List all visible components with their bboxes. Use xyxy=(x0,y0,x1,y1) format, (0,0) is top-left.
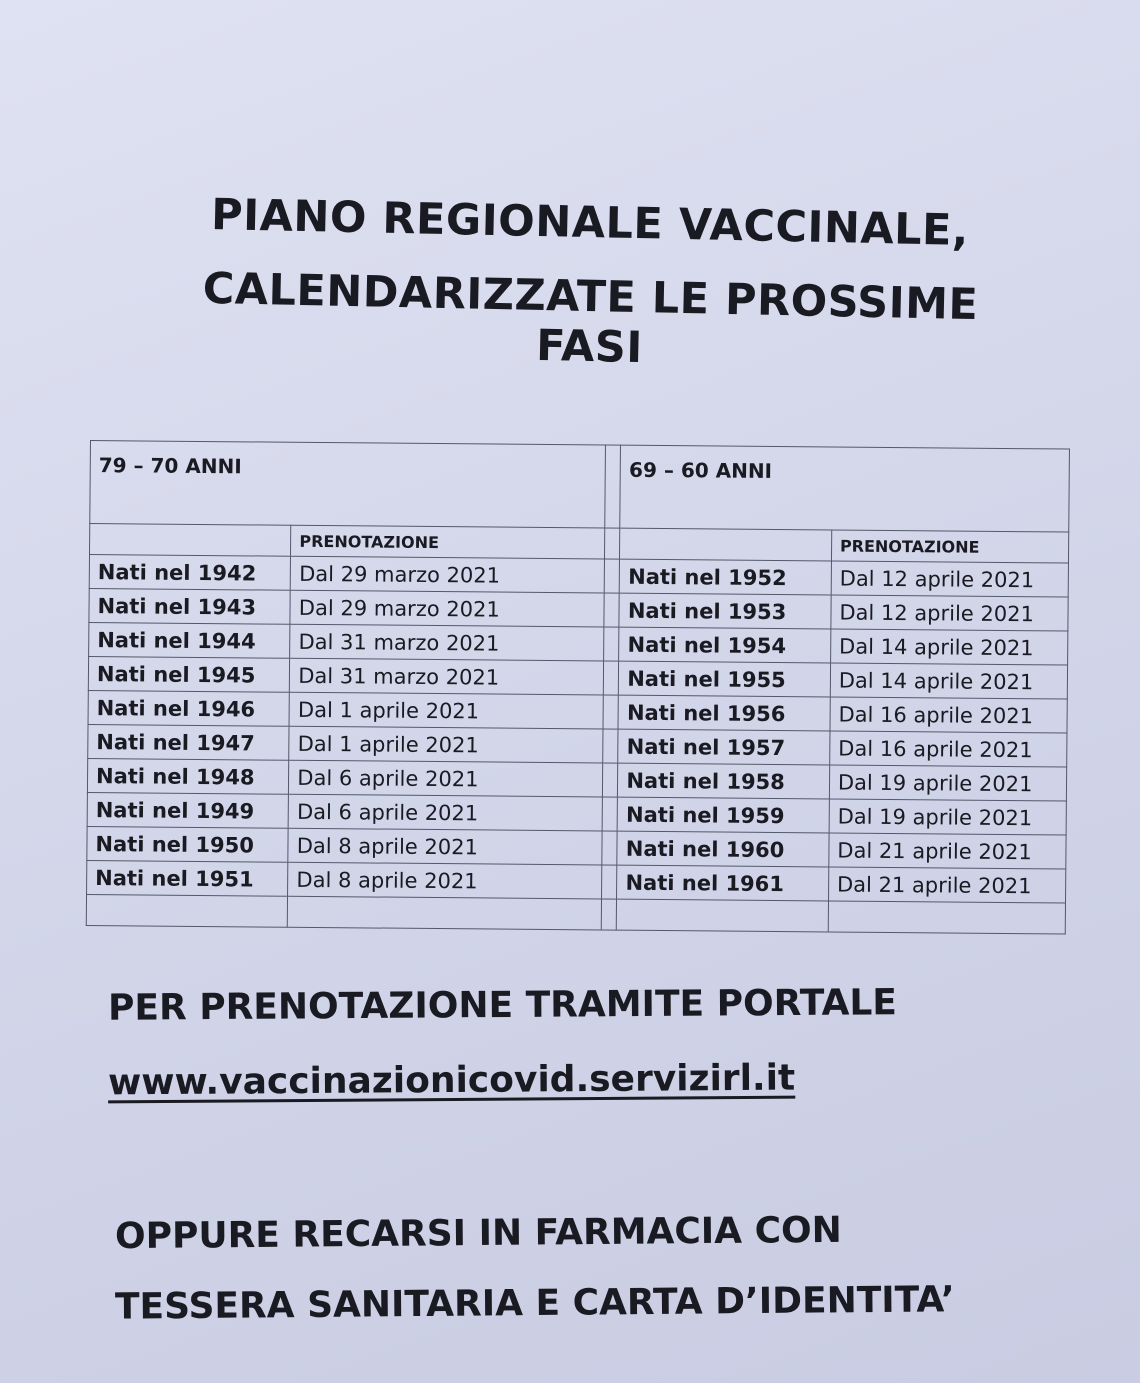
booking-date-cell: Dal 21 aprile 2021 xyxy=(829,833,1066,869)
birth-year-cell: Nati nel 1954 xyxy=(619,627,831,663)
birth-year-cell: Nati nel 1945 xyxy=(88,656,290,692)
column-gap xyxy=(602,865,618,899)
birth-year-cell: Nati nel 1944 xyxy=(89,622,291,658)
booking-date-cell: Dal 8 aprile 2021 xyxy=(288,828,602,865)
age-group-left: 79 – 70 ANNI xyxy=(90,441,606,528)
empty-cell xyxy=(828,901,1065,934)
birth-year-cell: Nati nel 1948 xyxy=(87,758,289,794)
birth-year-cell: Nati nel 1953 xyxy=(619,593,831,629)
birth-year-cell: Nati nel 1956 xyxy=(618,695,830,731)
booking-date-cell: Dal 1 aprile 2021 xyxy=(289,726,603,763)
birth-year-cell: Nati nel 1955 xyxy=(619,661,831,697)
booking-date-cell: Dal 16 aprile 2021 xyxy=(830,731,1067,767)
booking-date-cell: Dal 16 aprile 2021 xyxy=(830,697,1067,733)
birth-year-cell: Nati nel 1949 xyxy=(87,792,289,828)
column-gap xyxy=(602,831,618,865)
column-gap xyxy=(601,899,617,930)
booking-heading: PER PRENOTAZIONE TRAMITE PORTALE xyxy=(107,982,898,1029)
booking-date-cell: Dal 31 marzo 2021 xyxy=(290,658,604,695)
column-gap xyxy=(605,528,621,559)
pharmacy-instruction-line-2: TESSERA SANITARIA E CARTA D’IDENTITA’ xyxy=(114,1279,955,1328)
birth-year-cell: Nati nel 1943 xyxy=(89,588,291,624)
age-group-row xyxy=(90,441,1070,533)
birth-year-cell: Nati nel 1946 xyxy=(88,690,290,726)
booking-header-right: PRENOTAZIONE xyxy=(831,530,1068,563)
booking-date-cell: Dal 29 marzo 2021 xyxy=(291,556,605,593)
booking-date-cell: Dal 12 aprile 2021 xyxy=(831,595,1068,631)
booking-date-cell: Dal 14 aprile 2021 xyxy=(830,663,1067,699)
age-group-right: 69 – 60 ANNI xyxy=(620,445,1069,532)
column-gap xyxy=(603,661,619,695)
column-gap xyxy=(605,445,621,528)
booking-date-cell: Dal 19 aprile 2021 xyxy=(829,799,1066,835)
birth-year-cell: Nati nel 1951 xyxy=(87,860,289,896)
booking-date-cell: Dal 6 aprile 2021 xyxy=(288,794,602,831)
column-gap xyxy=(602,797,618,831)
birth-year-cell: Nati nel 1960 xyxy=(617,831,829,867)
booking-date-cell: Dal 14 aprile 2021 xyxy=(830,629,1067,665)
booking-date-cell: Dal 31 marzo 2021 xyxy=(290,624,604,661)
booking-date-cell: Dal 29 marzo 2021 xyxy=(290,590,604,627)
poster-title-line-1: PIANO REGIONALE VACCINALE, xyxy=(210,190,970,256)
pharmacy-instruction-line-1: OPPURE RECARSI IN FARMACIA CON xyxy=(114,1209,842,1258)
column-gap xyxy=(603,729,619,763)
vaccination-schedule-table xyxy=(86,440,1070,935)
birth-year-cell: Nati nel 1942 xyxy=(89,555,291,591)
column-gap xyxy=(602,763,618,797)
year-header-right xyxy=(620,528,832,561)
booking-portal-link[interactable]: www.vaccinazionicovid.servizirl.it xyxy=(107,1057,796,1104)
booking-date-cell: Dal 19 aprile 2021 xyxy=(829,765,1066,801)
column-gap xyxy=(604,593,620,627)
birth-year-cell: Nati nel 1952 xyxy=(620,559,832,595)
birth-year-cell: Nati nel 1961 xyxy=(617,865,829,901)
empty-cell xyxy=(86,894,288,927)
birth-year-cell: Nati nel 1950 xyxy=(87,826,289,862)
booking-date-cell: Dal 1 aprile 2021 xyxy=(289,692,603,729)
column-gap xyxy=(603,695,619,729)
year-header-left xyxy=(90,524,292,557)
booking-date-cell: Dal 8 aprile 2021 xyxy=(288,862,602,899)
booking-header-left: PRENOTAZIONE xyxy=(291,525,605,559)
empty-cell xyxy=(288,896,602,930)
birth-year-cell: Nati nel 1958 xyxy=(618,763,830,799)
birth-year-cell: Nati nel 1957 xyxy=(618,729,830,765)
birth-year-cell: Nati nel 1959 xyxy=(617,797,829,833)
empty-cell xyxy=(617,899,829,932)
booking-date-cell: Dal 12 aprile 2021 xyxy=(831,561,1068,597)
booking-date-cell: Dal 6 aprile 2021 xyxy=(289,760,603,797)
birth-year-cell: Nati nel 1947 xyxy=(88,724,290,760)
column-gap xyxy=(604,559,620,593)
column-gap xyxy=(604,627,620,661)
booking-date-cell: Dal 21 aprile 2021 xyxy=(828,867,1065,903)
poster-title-line-2: CALENDARIZZATE LE PROSSIME FASI xyxy=(202,263,979,374)
